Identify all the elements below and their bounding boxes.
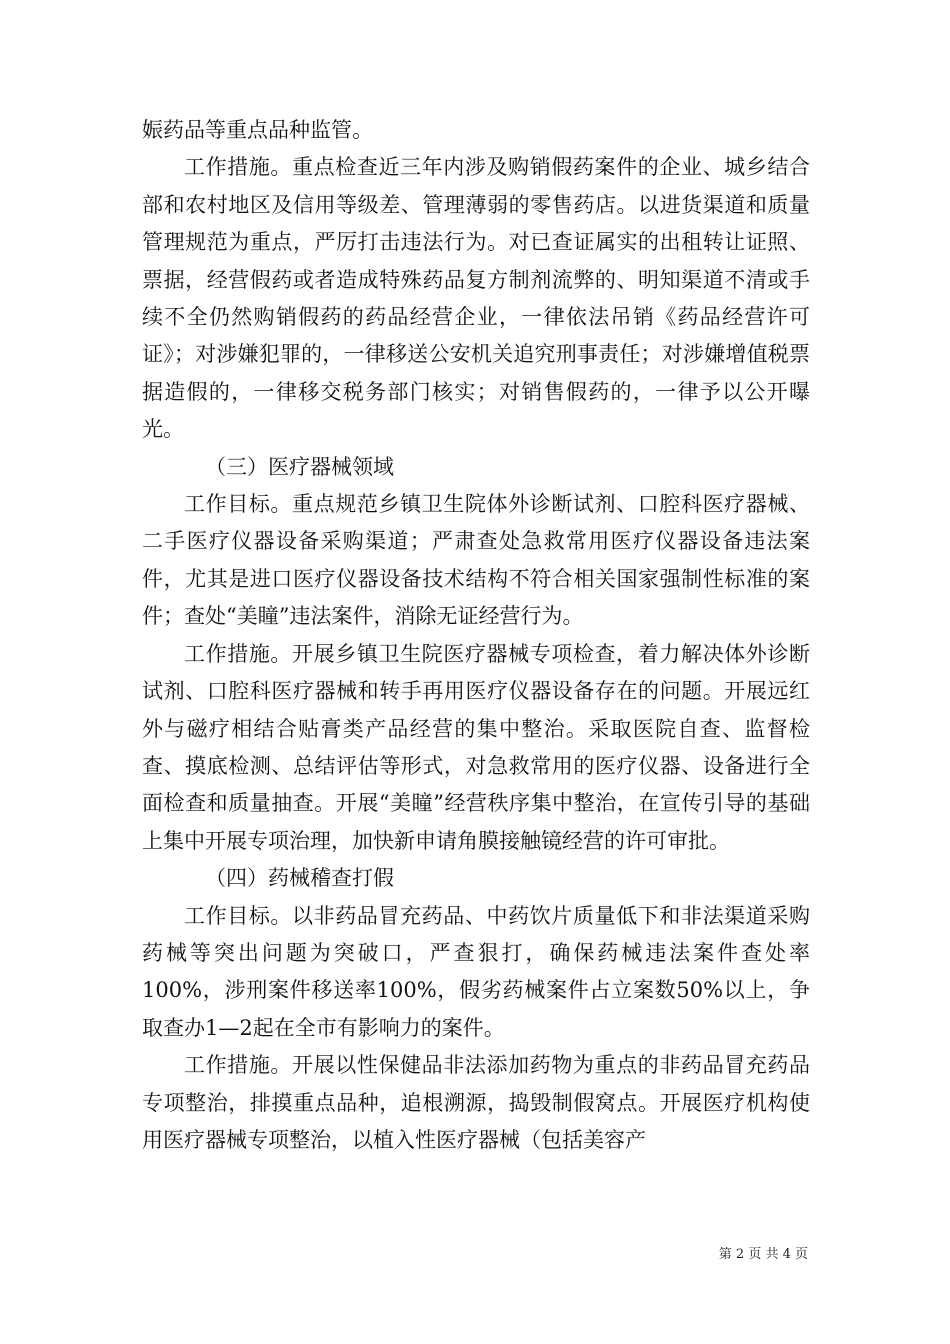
page-number: 第 2 页 共 4 页: [718, 1247, 808, 1262]
paragraph-work-measures-2: 工作措施。重点检查近三年内涉及购销假药案件的企业、城乡结合部和农村地区及信用等级差、管理薄弱的零售药店。以进货渠道和质量管理规范为重点，严厉打击违法行为。对已查证属实的出租转让证照、票据，经营假药或者造成特殊药品复方制剂流弊的、明知渠道不清或手续不全仍然购销假药的药品经营企业，一律依法吊销《药品经营许可证》；对涉嫌犯罪的，一律移送公安机关追究刑事责任；对涉嫌增值税票据造假的，一律移交税务部门核实；对销售假药的，一律予以公开曝光。: [142, 155, 810, 442]
paragraph-work-goals-4: 工作目标。以非药品冒充药品、中药饮片质量低下和非法渠道采购药械等突出问题为突破口，严查狠打，确保药械违法案件查处率100%，涉刑案件移送率100%，假劣药械案件占立案数50%以上，争取查办1—2起在全市有影响力的案件。: [142, 903, 810, 1040]
paragraph-work-goals-3: 工作目标。重点规范乡镇卫生院体外诊断试剂、口腔科医疗器械、二手医疗仪器设备采购渠道；严肃查处急救常用医疗仪器设备违法案件，尤其是进口医疗仪器设备技术结构不符合相关国家强制性标准的案件；查处“美瞳”违法案件，消除无证经营行为。: [142, 492, 810, 629]
paragraph-work-measures-4: 工作措施。开展以性保健品非法添加药物为重点的非药品冒充药品专项整治，排摸重点品种，追根溯源，捣毁制假窝点。开展医疗机构使用医疗器械专项整治，以植入性医疗器械（包括美容产: [142, 1053, 810, 1152]
paragraph-continuation: 娠药品等重点品种监管。: [142, 118, 373, 142]
document-body: [142, 112, 810, 1159]
paragraph-work-measures-3: 工作措施。开展乡镇卫生院医疗器械专项检查，着力解决体外诊断试剂、口腔科医疗器械和转手再用医疗仪器设备存在的问题。开展远红外与磁疗相结合贴膏类产品经营的集中整治。采取医院自查、监督检查、摸底检测、总结评估等形式，对急救常用的医疗仪器、设备进行全面检查和质量抽查。开展“美瞳”经营秩序集中整治，在宣传引导的基础上集中开展专项治理，加快新申请角膜接触镜经营的许可审批。: [142, 641, 810, 853]
section-heading-3: （三）医疗器械领域: [205, 454, 394, 479]
section-heading-4: （四）药械稽查打假: [205, 866, 394, 891]
